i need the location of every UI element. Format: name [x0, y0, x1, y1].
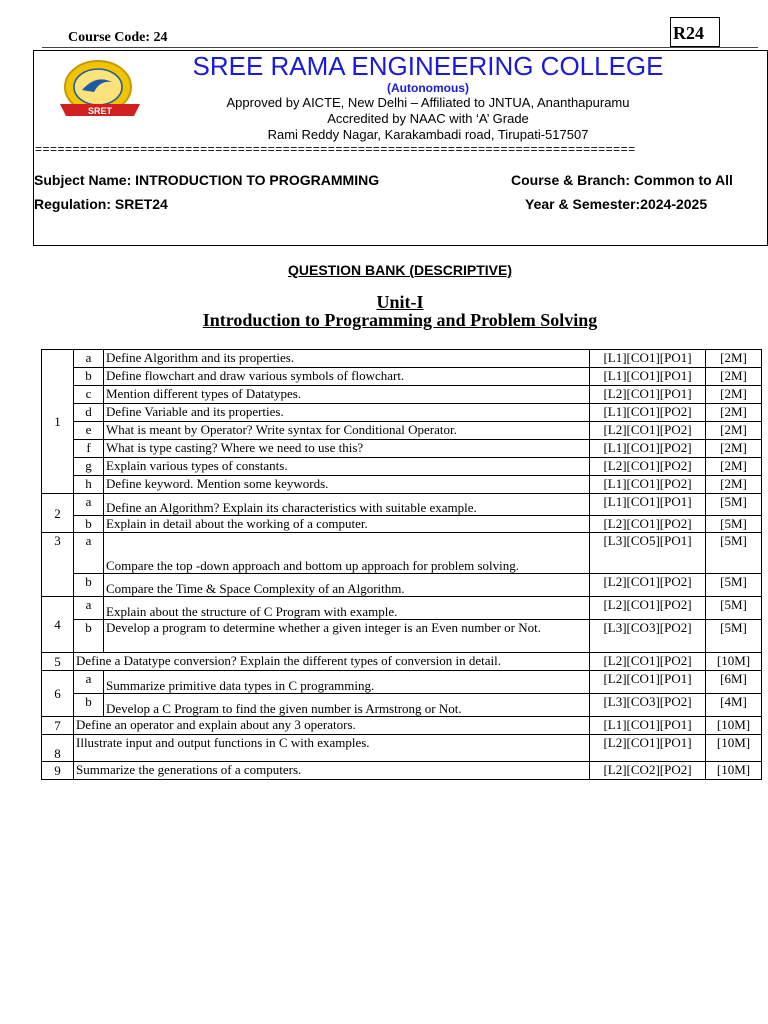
- logo-banner-text: SRET: [87, 106, 113, 116]
- marks: [2M]: [706, 368, 762, 386]
- outcome-code: [L2][CO1][PO1]: [590, 671, 706, 694]
- question-text: Define an operator and explain about any 3 operators.: [74, 717, 590, 735]
- table-row: [42, 717, 762, 735]
- sub-label: h: [74, 476, 104, 494]
- table-row: [42, 368, 762, 386]
- marks: [10M]: [706, 762, 762, 780]
- table-row: [42, 694, 762, 717]
- table-row: [42, 516, 762, 533]
- outcome-code: [L2][CO1][PO1]: [590, 386, 706, 404]
- marks: [5M]: [706, 494, 762, 516]
- course-code: Course Code: 24: [68, 30, 168, 45]
- unit-label: Unit-I: [376, 292, 424, 312]
- autonomous-label: (Autonomous): [387, 81, 469, 95]
- outcome-code: [L1][CO1][PO2]: [590, 440, 706, 458]
- outcome-code: [L1][CO1][PO2]: [590, 404, 706, 422]
- sub-label: a: [74, 350, 104, 368]
- marks: [5M]: [706, 533, 762, 574]
- sub-label: b: [74, 516, 104, 533]
- question-text: Explain various types of constants.: [104, 458, 590, 476]
- logo-inner-ring: [74, 69, 122, 105]
- table-row: [42, 476, 762, 494]
- outcome-code: [L2][CO1][PO2]: [590, 653, 706, 671]
- section-title: QUESTION BANK (DESCRIPTIVE): [287, 262, 512, 278]
- accreditation-line: Accredited by NAAC with ‘A’ Grade: [327, 111, 529, 126]
- sub-label: e: [74, 422, 104, 440]
- table-row: [42, 533, 762, 574]
- question-text: Develop a program to determine whether a given integer is an Even number or Not.: [104, 620, 590, 653]
- table-row: [42, 762, 762, 780]
- question-text: Define an Algorithm? Explain its characteristics with suitable example.: [104, 494, 590, 516]
- question-text: Illustrate input and output functions in C with examples.: [74, 735, 590, 762]
- outcome-code: [L1][CO1][PO2]: [590, 476, 706, 494]
- marks: [2M]: [706, 386, 762, 404]
- outcome-code: [L3][CO3][PO2]: [590, 620, 706, 653]
- sub-label: a: [74, 671, 104, 694]
- question-number: 2: [42, 494, 74, 533]
- table-row: [42, 653, 762, 671]
- marks: [2M]: [706, 404, 762, 422]
- sub-label: c: [74, 386, 104, 404]
- sub-label: a: [74, 494, 104, 516]
- sub-label: b: [74, 620, 104, 653]
- marks: [2M]: [706, 350, 762, 368]
- outcome-code: [L1][CO1][PO1]: [590, 717, 706, 735]
- table-row: [42, 458, 762, 476]
- table-row: [42, 494, 762, 516]
- marks: [5M]: [706, 597, 762, 620]
- table-row: [42, 671, 762, 694]
- table-row: [42, 597, 762, 620]
- question-text: Compare the Time & Space Complexity of an Algorithm.: [104, 574, 590, 597]
- table-row: [42, 422, 762, 440]
- year-semester: Year & Semester:2024-2025: [525, 196, 708, 212]
- question-number: 9: [42, 762, 74, 780]
- question-text: Explain in detail about the working of a computer.: [104, 516, 590, 533]
- sub-label: d: [74, 404, 104, 422]
- sub-label: b: [74, 368, 104, 386]
- marks: [6M]: [706, 671, 762, 694]
- outcome-code: [L2][CO1][PO2]: [590, 574, 706, 597]
- subject-name: Subject Name: INTRODUCTION TO PROGRAMMING: [34, 172, 380, 188]
- question-text: Summarize the generations of a computers.: [74, 762, 590, 780]
- outcome-code: [L2][CO1][PO2]: [590, 597, 706, 620]
- table-row: [42, 574, 762, 597]
- approval-line: Approved by AICTE, New Delhi – Affiliated to JNTUA, Ananthapuramu: [226, 95, 630, 110]
- table-row: [42, 620, 762, 653]
- marks: [5M]: [706, 516, 762, 533]
- table-row: [42, 386, 762, 404]
- outcome-code: [L2][CO1][PO1]: [590, 735, 706, 762]
- marks: [4M]: [706, 694, 762, 717]
- outcome-code: [L2][CO1][PO2]: [590, 458, 706, 476]
- marks: [10M]: [706, 735, 762, 762]
- sub-label: a: [74, 533, 104, 574]
- question-text: Define keyword. Mention some keywords.: [104, 476, 590, 494]
- outcome-code: [L2][CO2][PO2]: [590, 762, 706, 780]
- question-text: What is meant by Operator? Write syntax for Conditional Operator.: [104, 422, 590, 440]
- question-number: 6: [42, 671, 74, 717]
- outcome-code: [L2][CO1][PO2]: [590, 516, 706, 533]
- marks: [2M]: [706, 422, 762, 440]
- sub-label: b: [74, 574, 104, 597]
- marks: [10M]: [706, 653, 762, 671]
- question-text: Explain about the structure of C Program with example.: [104, 597, 590, 620]
- unit-title: Introduction to Programming and Problem Solving: [202, 310, 598, 330]
- question-number: 3: [42, 533, 74, 597]
- marks: [2M]: [706, 458, 762, 476]
- question-number: 5: [42, 653, 74, 671]
- course-branch: Course & Branch: Common to All: [511, 172, 733, 188]
- question-number: 7: [42, 717, 74, 735]
- table-row: [42, 350, 762, 368]
- question-text: Mention different types of Datatypes.: [104, 386, 590, 404]
- question-number: 8: [42, 735, 74, 762]
- table-row: [42, 735, 762, 762]
- question-text: What is type casting? Where we need to use this?: [104, 440, 590, 458]
- question-text: Define Algorithm and its properties.: [104, 350, 590, 368]
- question-text: Compare the top -down approach and bottom up approach for problem solving.: [104, 533, 590, 574]
- outcome-code: [L1][CO1][PO1]: [590, 368, 706, 386]
- address-line: Rami Reddy Nagar, Karakambadi road, Tirupati-517507: [267, 127, 589, 142]
- sub-label: b: [74, 694, 104, 717]
- marks: [2M]: [706, 476, 762, 494]
- table-row: [42, 440, 762, 458]
- sub-label: g: [74, 458, 104, 476]
- question-table: [41, 349, 762, 780]
- marks: [2M]: [706, 440, 762, 458]
- question-text: Develop a C Program to find the given number is Armstrong or Not.: [104, 694, 590, 717]
- question-text: Define flowchart and draw various symbols of flowchart.: [104, 368, 590, 386]
- marks: [5M]: [706, 620, 762, 653]
- sub-label: a: [74, 597, 104, 620]
- marks: [10M]: [706, 717, 762, 735]
- table-row: [42, 404, 762, 422]
- question-text: Define Variable and its properties.: [104, 404, 590, 422]
- outcome-code: [L1][CO1][PO1]: [590, 350, 706, 368]
- top-rule: [42, 47, 758, 48]
- question-number: 1: [42, 350, 74, 494]
- separator-line: ================================================================================: [35, 142, 636, 156]
- regulation: Regulation: SRET24: [34, 196, 168, 212]
- college-name: SREE RAMA ENGINEERING COLLEGE: [192, 51, 664, 81]
- question-text: Define a Datatype conversion? Explain the different types of conversion in detail.: [74, 653, 590, 671]
- question-number: 4: [42, 597, 74, 653]
- outcome-code: [L2][CO1][PO2]: [590, 422, 706, 440]
- outcome-code: [L3][CO5][PO1]: [590, 533, 706, 574]
- marks: [5M]: [706, 574, 762, 597]
- college-logo: [52, 60, 150, 122]
- question-text: Summarize primitive data types in C programming.: [104, 671, 590, 694]
- sub-label: f: [74, 440, 104, 458]
- outcome-code: [L3][CO3][PO2]: [590, 694, 706, 717]
- outcome-code: [L1][CO1][PO1]: [590, 494, 706, 516]
- regulation-badge: R24: [670, 17, 720, 47]
